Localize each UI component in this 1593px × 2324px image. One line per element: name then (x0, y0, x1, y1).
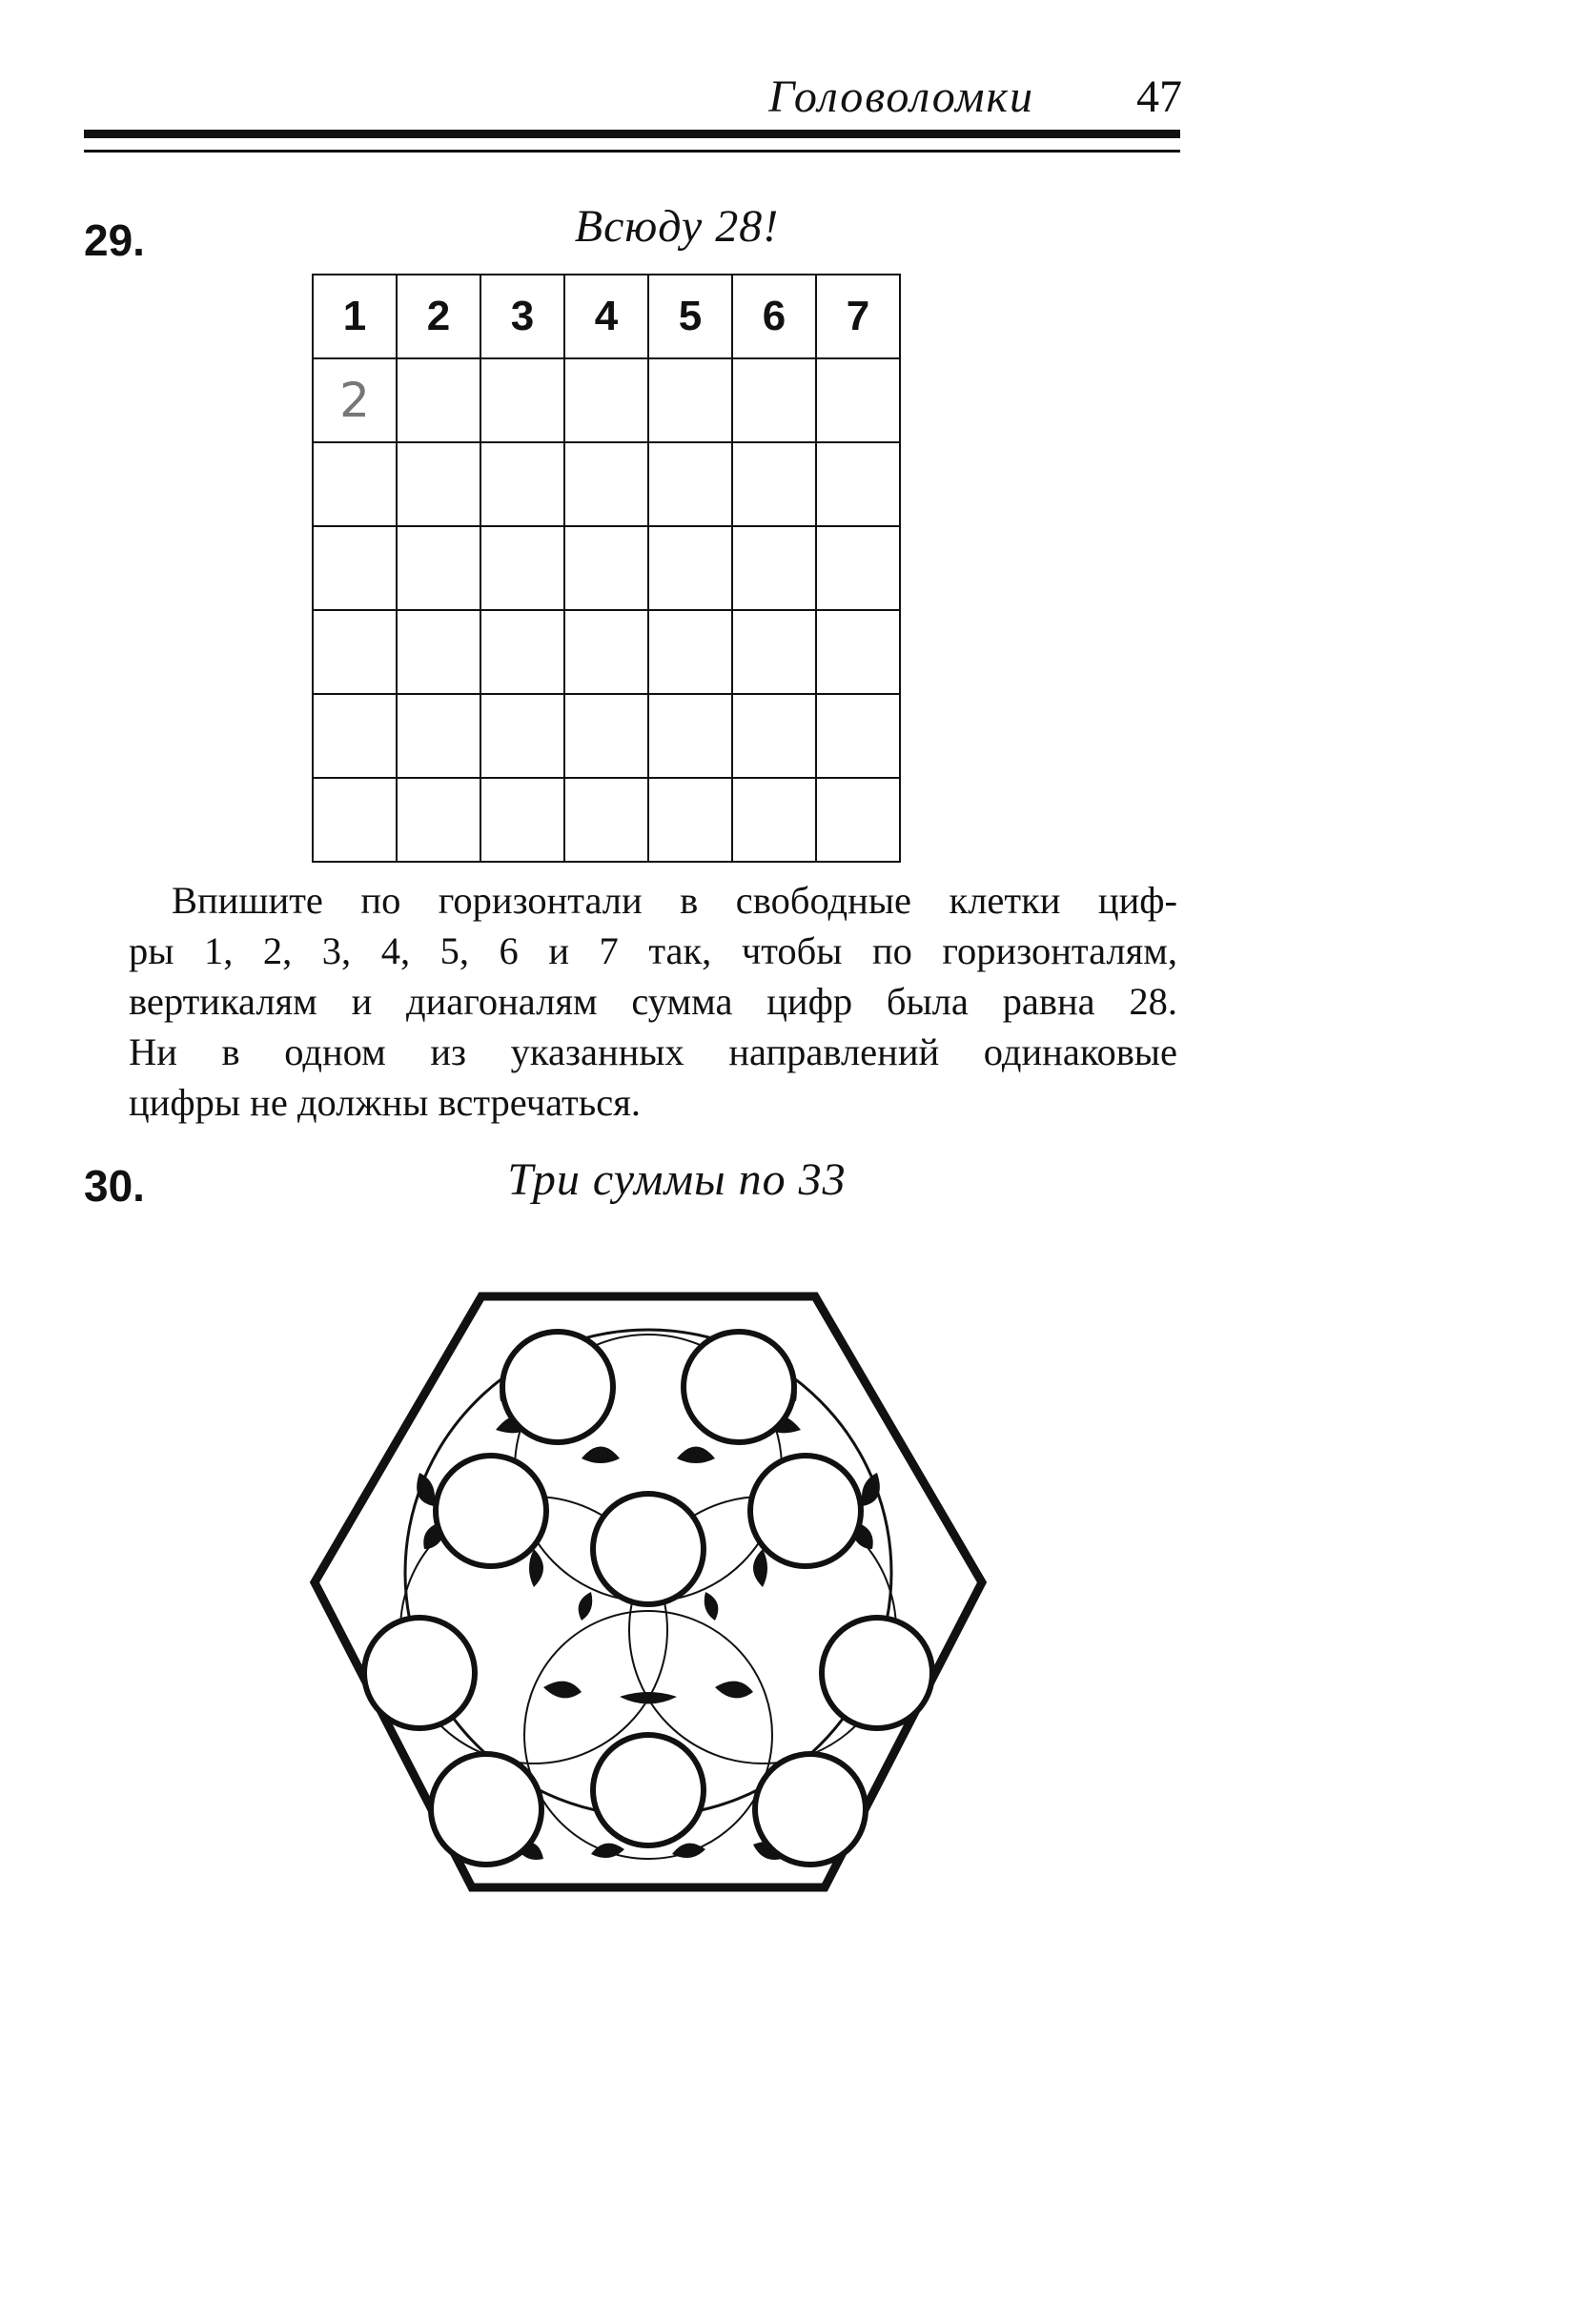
header-rule-thick (84, 130, 1180, 138)
grid-cell[interactable] (816, 358, 900, 442)
grid-cell[interactable] (648, 442, 732, 526)
hexagon-figure (296, 1287, 1001, 1916)
paragraph-line: Впишите по горизонтали в свободные клетки циф- (172, 879, 1177, 922)
grid-cell[interactable]: 7 (816, 275, 900, 358)
grid-cell[interactable] (564, 694, 648, 778)
grid-cell[interactable] (480, 610, 564, 694)
grid-cell[interactable] (648, 526, 732, 610)
grid-cell[interactable] (480, 526, 564, 610)
running-head-title: Головоломки (768, 71, 1034, 122)
grid-cell[interactable] (480, 358, 564, 442)
grid-cell[interactable] (397, 610, 480, 694)
grid-cell-handwritten[interactable]: 2 (313, 358, 397, 442)
grid-cell[interactable] (816, 526, 900, 610)
header-rule-thin (84, 150, 1180, 153)
grid-cell[interactable]: 5 (648, 275, 732, 358)
grid-cell[interactable]: 3 (480, 275, 564, 358)
grid-row (313, 694, 900, 778)
grid-cell[interactable] (397, 694, 480, 778)
grid-cell[interactable]: 1 (313, 275, 397, 358)
grid-header-row (313, 275, 900, 358)
number-circles (364, 1332, 932, 1865)
problem-30-title: Три суммы по 33 (507, 1154, 847, 1205)
grid-cell[interactable] (397, 526, 480, 610)
number-circle[interactable] (755, 1754, 866, 1865)
grid-cell[interactable] (564, 526, 648, 610)
grid-cell[interactable] (732, 778, 816, 862)
problem-30-number: 30. (84, 1161, 145, 1211)
grid-cell[interactable] (648, 778, 732, 862)
grid-cell[interactable] (732, 694, 816, 778)
grid-cell[interactable] (648, 610, 732, 694)
running-head (667, 65, 1182, 132)
number-circle[interactable] (364, 1618, 475, 1728)
problem-29-number: 29. (84, 215, 145, 265)
number-circle[interactable] (593, 1735, 704, 1845)
grid-cell[interactable] (313, 526, 397, 610)
number-circle[interactable] (822, 1618, 932, 1728)
paragraph-line: ры 1, 2, 3, 4, 5, 6 и 7 так, чтобы по горизонталям, (129, 929, 1177, 972)
page-number: 47 (1136, 71, 1182, 122)
grid-cell[interactable] (732, 358, 816, 442)
grid-cell[interactable] (480, 442, 564, 526)
grid-cell[interactable] (648, 358, 732, 442)
grid-cell[interactable] (564, 610, 648, 694)
grid-cell[interactable]: 2 (397, 275, 480, 358)
paragraph-line: цифры не должны встречаться. (129, 1081, 641, 1124)
grid-cell[interactable] (480, 694, 564, 778)
grid-cell[interactable] (732, 610, 816, 694)
number-circle[interactable] (436, 1456, 546, 1566)
grid-cell[interactable] (397, 778, 480, 862)
grid-row (313, 358, 900, 442)
grid-cell[interactable] (313, 778, 397, 862)
grid-cell[interactable] (564, 778, 648, 862)
number-grid (312, 274, 901, 863)
grid-cell[interactable] (564, 442, 648, 526)
number-circle[interactable] (502, 1332, 613, 1442)
number-circle[interactable] (750, 1456, 861, 1566)
grid-cell[interactable] (816, 778, 900, 862)
grid-cell[interactable] (313, 442, 397, 526)
paragraph-line: Ни в одном из указанных направлений одинаковые (129, 1030, 1177, 1073)
grid-row (313, 442, 900, 526)
grid-row (313, 526, 900, 610)
grid-cell[interactable] (564, 358, 648, 442)
grid-row (313, 778, 900, 862)
grid-cell[interactable] (732, 526, 816, 610)
grid-cell[interactable] (480, 778, 564, 862)
number-circle[interactable] (684, 1332, 794, 1442)
grid-cell[interactable] (816, 694, 900, 778)
grid-cell[interactable] (816, 442, 900, 526)
grid-row (313, 610, 900, 694)
number-circle[interactable] (593, 1494, 704, 1604)
problem-29-title: Всюду 28! (574, 201, 780, 252)
grid-cell[interactable] (397, 358, 480, 442)
grid-cell[interactable]: 4 (564, 275, 648, 358)
grid-cell[interactable] (397, 442, 480, 526)
grid-cell[interactable] (816, 610, 900, 694)
grid-cell[interactable] (313, 694, 397, 778)
grid-cell[interactable] (732, 442, 816, 526)
grid-cell[interactable] (313, 610, 397, 694)
grid-cell[interactable] (648, 694, 732, 778)
paragraph-line: вертикалям и диагоналям сумма цифр была равна 28. (129, 980, 1177, 1023)
grid-cell[interactable]: 6 (732, 275, 816, 358)
number-circle[interactable] (431, 1754, 541, 1865)
problem-29-text (129, 875, 1177, 1128)
